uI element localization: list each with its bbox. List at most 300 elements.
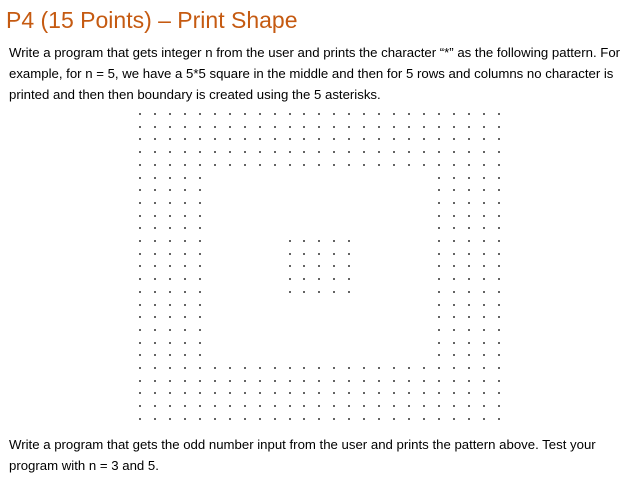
asterisk-dot <box>483 316 485 318</box>
asterisk-dot <box>498 164 500 166</box>
asterisk-dot <box>154 304 156 306</box>
asterisk-dot <box>408 380 410 382</box>
asterisk-dot <box>214 151 216 153</box>
asterisk-dot <box>289 113 291 115</box>
asterisk-dot <box>214 164 216 166</box>
asterisk-dot <box>363 138 365 140</box>
asterisk-dot <box>274 126 276 128</box>
asterisk-dot <box>199 265 201 267</box>
asterisk-dot <box>199 316 201 318</box>
asterisk-dot <box>423 392 425 394</box>
asterisk-dot <box>468 177 470 179</box>
asterisk-dot <box>259 151 261 153</box>
asterisk-dot <box>318 253 320 255</box>
asterisk-dot <box>453 405 455 407</box>
asterisk-dot <box>498 392 500 394</box>
asterisk-dot <box>274 113 276 115</box>
asterisk-dot <box>378 151 380 153</box>
asterisk-dot <box>378 138 380 140</box>
asterisk-dot <box>378 380 380 382</box>
asterisk-dot <box>169 177 171 179</box>
asterisk-dot <box>154 227 156 229</box>
asterisk-dot <box>333 113 335 115</box>
asterisk-dot <box>498 278 500 280</box>
asterisk-dot <box>154 189 156 191</box>
asterisk-dot <box>483 151 485 153</box>
asterisk-dot <box>139 304 141 306</box>
asterisk-dot <box>169 113 171 115</box>
asterisk-dot <box>199 278 201 280</box>
asterisk-dot <box>468 138 470 140</box>
asterisk-dot <box>468 227 470 229</box>
asterisk-dot <box>423 405 425 407</box>
asterisk-dot <box>438 202 440 204</box>
asterisk-dot <box>468 253 470 255</box>
asterisk-dot <box>139 367 141 369</box>
asterisk-dot <box>184 316 186 318</box>
asterisk-dot <box>184 278 186 280</box>
asterisk-dot <box>303 151 305 153</box>
asterisk-dot <box>289 151 291 153</box>
asterisk-dot <box>139 265 141 267</box>
asterisk-dot <box>139 177 141 179</box>
asterisk-dot <box>303 164 305 166</box>
asterisk-dot <box>318 138 320 140</box>
asterisk-dot <box>483 392 485 394</box>
asterisk-dot <box>348 113 350 115</box>
asterisk-dot <box>199 113 201 115</box>
asterisk-dot <box>453 265 455 267</box>
asterisk-dot <box>348 151 350 153</box>
asterisk-dot <box>438 189 440 191</box>
asterisk-dot <box>169 227 171 229</box>
asterisk-dot <box>154 329 156 331</box>
asterisk-dot <box>378 405 380 407</box>
asterisk-pattern-figure <box>134 110 506 422</box>
asterisk-dot <box>483 367 485 369</box>
asterisk-dot <box>348 367 350 369</box>
asterisk-dot <box>139 202 141 204</box>
asterisk-dot <box>498 367 500 369</box>
asterisk-dot <box>438 253 440 255</box>
asterisk-dot <box>244 392 246 394</box>
asterisk-dot <box>274 367 276 369</box>
asterisk-dot <box>184 151 186 153</box>
asterisk-dot <box>483 177 485 179</box>
asterisk-dot <box>483 405 485 407</box>
asterisk-dot <box>483 418 485 420</box>
asterisk-dot <box>348 138 350 140</box>
asterisk-dot <box>169 329 171 331</box>
asterisk-dot <box>468 392 470 394</box>
asterisk-dot <box>199 240 201 242</box>
asterisk-dot <box>438 278 440 280</box>
asterisk-dot <box>498 304 500 306</box>
asterisk-dot <box>408 126 410 128</box>
asterisk-dot <box>318 126 320 128</box>
asterisk-dot <box>363 418 365 420</box>
asterisk-dot <box>139 189 141 191</box>
asterisk-dot <box>289 240 291 242</box>
asterisk-dot <box>214 418 216 420</box>
asterisk-dot <box>154 151 156 153</box>
asterisk-dot <box>184 329 186 331</box>
asterisk-dot <box>363 405 365 407</box>
asterisk-dot <box>139 342 141 344</box>
asterisk-dot <box>154 126 156 128</box>
asterisk-dot <box>333 164 335 166</box>
asterisk-dot <box>289 405 291 407</box>
asterisk-dot <box>348 240 350 242</box>
asterisk-dot <box>348 278 350 280</box>
asterisk-dot <box>139 405 141 407</box>
asterisk-dot <box>468 151 470 153</box>
asterisk-dot <box>438 227 440 229</box>
asterisk-dot <box>154 253 156 255</box>
asterisk-dot <box>259 113 261 115</box>
asterisk-dot <box>139 316 141 318</box>
asterisk-dot <box>214 380 216 382</box>
asterisk-dot <box>154 113 156 115</box>
asterisk-dot <box>423 418 425 420</box>
asterisk-dot <box>139 240 141 242</box>
asterisk-dot <box>303 253 305 255</box>
asterisk-dot <box>184 405 186 407</box>
asterisk-dot <box>139 253 141 255</box>
asterisk-dot <box>498 405 500 407</box>
asterisk-dot <box>393 113 395 115</box>
asterisk-dot <box>468 164 470 166</box>
asterisk-dot <box>139 126 141 128</box>
asterisk-dot <box>483 380 485 382</box>
asterisk-dot <box>468 240 470 242</box>
asterisk-dot <box>348 265 350 267</box>
asterisk-dot <box>229 418 231 420</box>
asterisk-dot <box>169 380 171 382</box>
asterisk-dot <box>199 418 201 420</box>
asterisk-dot <box>363 380 365 382</box>
asterisk-dot <box>184 202 186 204</box>
asterisk-dot <box>453 126 455 128</box>
asterisk-dot <box>333 380 335 382</box>
asterisk-dot <box>318 265 320 267</box>
asterisk-dot <box>348 291 350 293</box>
asterisk-dot <box>139 380 141 382</box>
asterisk-dot <box>184 354 186 356</box>
asterisk-dot <box>453 177 455 179</box>
asterisk-dot <box>244 405 246 407</box>
asterisk-dot <box>139 113 141 115</box>
asterisk-dot <box>498 240 500 242</box>
asterisk-dot <box>363 367 365 369</box>
asterisk-dot <box>333 392 335 394</box>
asterisk-dot <box>139 329 141 331</box>
asterisk-dot <box>289 253 291 255</box>
intro-paragraph: Write a program that gets integer n from the user and prints the character “*” as the following pattern. For example, for n = 5, we have a 5*5 square in the middle and then for 5 rows and columns no character is printed and then then boundary is created using the 5 asterisks. <box>9 45 621 102</box>
asterisk-dot <box>139 418 141 420</box>
asterisk-dot <box>483 227 485 229</box>
asterisk-dot <box>154 392 156 394</box>
asterisk-dot <box>199 227 201 229</box>
asterisk-dot <box>363 164 365 166</box>
asterisk-dot <box>408 113 410 115</box>
asterisk-dot <box>274 138 276 140</box>
asterisk-dot <box>423 164 425 166</box>
asterisk-dot <box>199 304 201 306</box>
asterisk-dot <box>483 113 485 115</box>
asterisk-dot <box>483 215 485 217</box>
asterisk-dot <box>438 291 440 293</box>
asterisk-dot <box>453 278 455 280</box>
asterisk-dot <box>378 392 380 394</box>
asterisk-dot <box>303 113 305 115</box>
asterisk-dot <box>438 151 440 153</box>
asterisk-dot <box>498 151 500 153</box>
asterisk-dot <box>184 367 186 369</box>
asterisk-dot <box>184 189 186 191</box>
asterisk-dot <box>169 367 171 369</box>
asterisk-dot <box>483 329 485 331</box>
asterisk-dot <box>483 278 485 280</box>
asterisk-dot <box>169 291 171 293</box>
asterisk-dot <box>154 418 156 420</box>
asterisk-dot <box>408 392 410 394</box>
asterisk-dot <box>199 380 201 382</box>
asterisk-dot <box>289 291 291 293</box>
asterisk-dot <box>393 418 395 420</box>
asterisk-dot <box>438 265 440 267</box>
asterisk-dot <box>169 126 171 128</box>
asterisk-dot <box>318 367 320 369</box>
asterisk-dot <box>483 189 485 191</box>
asterisk-dot <box>468 329 470 331</box>
asterisk-dot <box>169 304 171 306</box>
asterisk-dot <box>154 278 156 280</box>
asterisk-dot <box>154 138 156 140</box>
asterisk-dot <box>348 418 350 420</box>
asterisk-dot <box>483 240 485 242</box>
asterisk-dot <box>378 113 380 115</box>
asterisk-dot <box>468 113 470 115</box>
asterisk-dot <box>468 304 470 306</box>
asterisk-dot <box>169 138 171 140</box>
asterisk-dot <box>154 164 156 166</box>
asterisk-dot <box>453 342 455 344</box>
section-heading: P4 (15 Points) – Print Shape <box>6 7 298 33</box>
asterisk-dot <box>468 291 470 293</box>
asterisk-dot <box>423 113 425 115</box>
asterisk-dot <box>199 367 201 369</box>
asterisk-dot <box>289 380 291 382</box>
asterisk-dot <box>453 164 455 166</box>
asterisk-dot <box>184 164 186 166</box>
asterisk-dot <box>139 291 141 293</box>
asterisk-dot <box>453 418 455 420</box>
asterisk-dot <box>303 126 305 128</box>
asterisk-dot <box>393 151 395 153</box>
asterisk-dot <box>453 291 455 293</box>
asterisk-dot <box>453 151 455 153</box>
asterisk-dot <box>154 405 156 407</box>
asterisk-dot <box>169 215 171 217</box>
asterisk-dot <box>318 113 320 115</box>
asterisk-dot <box>453 392 455 394</box>
asterisk-dot <box>184 126 186 128</box>
asterisk-dot <box>498 202 500 204</box>
asterisk-dot <box>289 265 291 267</box>
asterisk-dot <box>393 138 395 140</box>
asterisk-dot <box>259 138 261 140</box>
asterisk-dot <box>184 392 186 394</box>
asterisk-dot <box>244 126 246 128</box>
asterisk-dot <box>318 240 320 242</box>
asterisk-dot <box>199 354 201 356</box>
asterisk-dot <box>333 418 335 420</box>
asterisk-dot <box>139 215 141 217</box>
asterisk-dot <box>169 253 171 255</box>
asterisk-dot <box>453 227 455 229</box>
asterisk-dot <box>498 227 500 229</box>
asterisk-dot <box>259 392 261 394</box>
asterisk-dot <box>199 291 201 293</box>
asterisk-dot <box>229 164 231 166</box>
asterisk-dot <box>408 405 410 407</box>
asterisk-dot <box>483 304 485 306</box>
asterisk-dot <box>184 291 186 293</box>
asterisk-dot <box>139 227 141 229</box>
asterisk-dot <box>303 392 305 394</box>
asterisk-dot <box>289 367 291 369</box>
task-paragraph: Write a program that gets the odd number input from the user and prints the pattern above. Test your program with n = 3 and 5. <box>9 437 596 473</box>
asterisk-dot <box>333 240 335 242</box>
asterisk-dot <box>169 265 171 267</box>
asterisk-dot <box>199 405 201 407</box>
asterisk-dot <box>139 278 141 280</box>
asterisk-dot <box>154 215 156 217</box>
asterisk-dot <box>154 380 156 382</box>
asterisk-dot <box>318 405 320 407</box>
asterisk-dot <box>214 113 216 115</box>
asterisk-dot <box>169 151 171 153</box>
asterisk-dot <box>318 418 320 420</box>
asterisk-dot <box>289 418 291 420</box>
asterisk-dot <box>468 418 470 420</box>
asterisk-dot <box>229 405 231 407</box>
asterisk-dot <box>408 418 410 420</box>
asterisk-dot <box>408 138 410 140</box>
asterisk-dot <box>438 316 440 318</box>
asterisk-dot <box>199 177 201 179</box>
asterisk-dot <box>468 380 470 382</box>
asterisk-dot <box>303 418 305 420</box>
asterisk-dot <box>423 367 425 369</box>
asterisk-dot <box>498 113 500 115</box>
asterisk-dot <box>378 418 380 420</box>
asterisk-dot <box>333 278 335 280</box>
asterisk-dot <box>229 126 231 128</box>
asterisk-dot <box>438 113 440 115</box>
asterisk-dot <box>214 405 216 407</box>
asterisk-dot <box>244 418 246 420</box>
asterisk-dot <box>453 202 455 204</box>
asterisk-dot <box>244 367 246 369</box>
asterisk-dot <box>348 126 350 128</box>
asterisk-dot <box>229 113 231 115</box>
asterisk-dot <box>303 278 305 280</box>
asterisk-dot <box>453 354 455 356</box>
asterisk-dot <box>348 392 350 394</box>
asterisk-dot <box>438 367 440 369</box>
asterisk-dot <box>169 202 171 204</box>
asterisk-dot <box>318 392 320 394</box>
asterisk-dot <box>393 164 395 166</box>
asterisk-dot <box>244 164 246 166</box>
asterisk-dot <box>438 126 440 128</box>
asterisk-dot <box>363 126 365 128</box>
asterisk-dot <box>169 189 171 191</box>
asterisk-dot <box>363 113 365 115</box>
asterisk-dot <box>274 405 276 407</box>
asterisk-dot <box>498 354 500 356</box>
asterisk-dot <box>244 138 246 140</box>
asterisk-dot <box>333 367 335 369</box>
asterisk-dot <box>289 126 291 128</box>
asterisk-dot <box>408 367 410 369</box>
asterisk-dot <box>408 151 410 153</box>
asterisk-dot <box>199 151 201 153</box>
asterisk-dot <box>438 138 440 140</box>
asterisk-dot <box>199 126 201 128</box>
asterisk-dot <box>169 278 171 280</box>
asterisk-dot <box>498 126 500 128</box>
asterisk-dot <box>333 151 335 153</box>
asterisk-dot <box>289 392 291 394</box>
asterisk-dot <box>333 253 335 255</box>
asterisk-dot <box>303 240 305 242</box>
asterisk-dot <box>438 177 440 179</box>
asterisk-dot <box>184 265 186 267</box>
asterisk-dot <box>498 329 500 331</box>
asterisk-dot <box>274 164 276 166</box>
asterisk-dot <box>378 126 380 128</box>
asterisk-dot <box>468 354 470 356</box>
asterisk-dot <box>199 138 201 140</box>
asterisk-dot <box>498 316 500 318</box>
asterisk-dot <box>214 392 216 394</box>
asterisk-dot <box>393 126 395 128</box>
asterisk-dot <box>169 392 171 394</box>
asterisk-dot <box>139 354 141 356</box>
asterisk-dot <box>154 265 156 267</box>
asterisk-dot <box>169 354 171 356</box>
asterisk-dot <box>229 367 231 369</box>
asterisk-dot <box>184 177 186 179</box>
asterisk-dot <box>393 405 395 407</box>
asterisk-dot <box>363 392 365 394</box>
asterisk-dot <box>453 304 455 306</box>
asterisk-dot <box>468 215 470 217</box>
asterisk-dot <box>154 354 156 356</box>
asterisk-dot <box>483 126 485 128</box>
asterisk-dot <box>483 164 485 166</box>
asterisk-dot <box>244 113 246 115</box>
asterisk-dot <box>259 380 261 382</box>
asterisk-dot <box>169 240 171 242</box>
asterisk-dot <box>453 253 455 255</box>
asterisk-dot <box>438 418 440 420</box>
asterisk-dot <box>154 291 156 293</box>
asterisk-dot <box>483 265 485 267</box>
